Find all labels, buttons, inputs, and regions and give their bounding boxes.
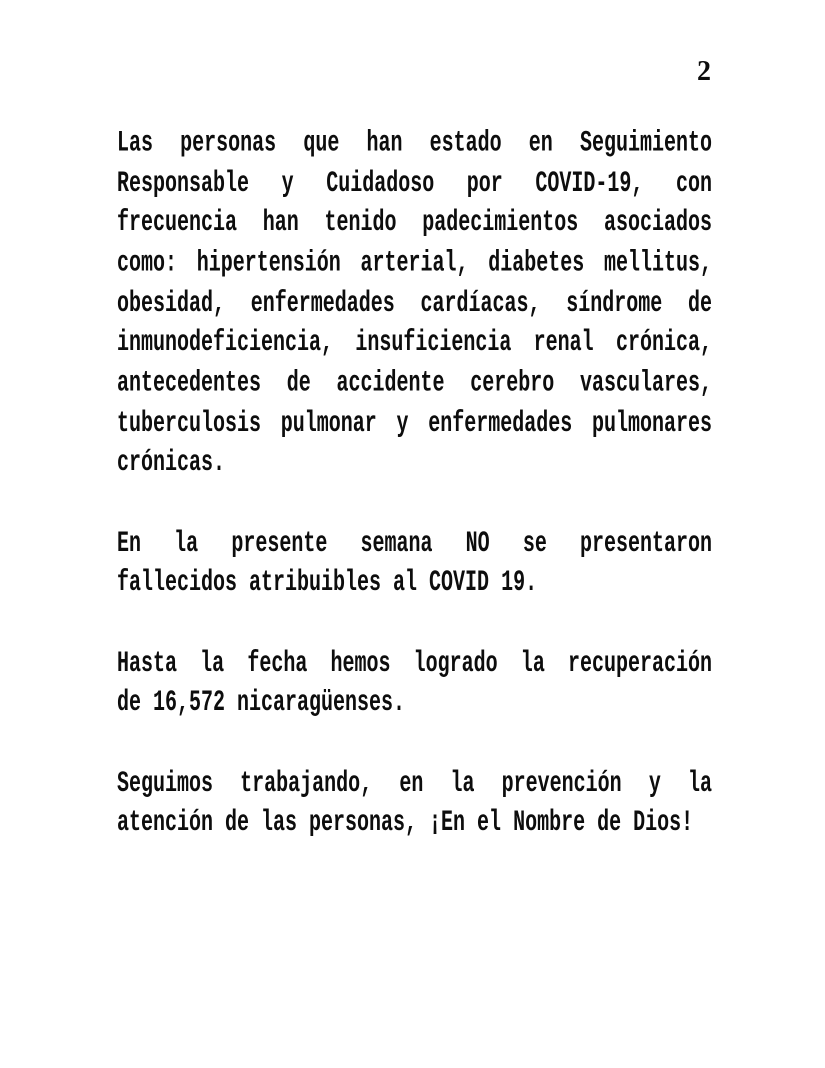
text-line: como: hipertensión arterial, diabetes mellitus, xyxy=(117,246,712,282)
text-line: atención de las personas, ¡En el Nombre de Dios! xyxy=(117,806,694,842)
paragraph xyxy=(117,765,712,845)
text-line: En la presente semana NO se presentaron xyxy=(117,526,712,562)
text-line: obesidad, enfermedades cardíacas, síndrome de xyxy=(117,286,712,322)
text-line: de 16,572 nicaragüenses. xyxy=(117,686,406,722)
paragraph xyxy=(117,525,712,605)
text-line: Seguimos trabajando, en la prevención y la xyxy=(117,766,712,802)
text-line: frecuencia han tenido padecimientos asociados xyxy=(117,206,712,242)
paragraph xyxy=(117,645,712,725)
text-line: antecedentes de accidente cerebro vasculares, xyxy=(117,366,712,402)
text-line: fallecidos atribuibles al COVID 19. xyxy=(117,566,538,602)
text-line: crónicas. xyxy=(117,446,226,482)
page-number: 2 xyxy=(697,56,711,87)
text-line: Las personas que han estado en Seguimiento xyxy=(117,126,712,161)
text-line: inmunodeficiencia, insuficiencia renal crónica, xyxy=(117,326,712,362)
document-body xyxy=(117,125,712,845)
text-line: Hasta la fecha hemos logrado la recuperación xyxy=(117,646,712,682)
paragraph xyxy=(117,125,712,485)
text-line: Responsable y Cuidadoso por COVID-19, con xyxy=(117,166,712,202)
text-line: tuberculosis pulmonar y enfermedades pulmonares xyxy=(117,406,712,442)
